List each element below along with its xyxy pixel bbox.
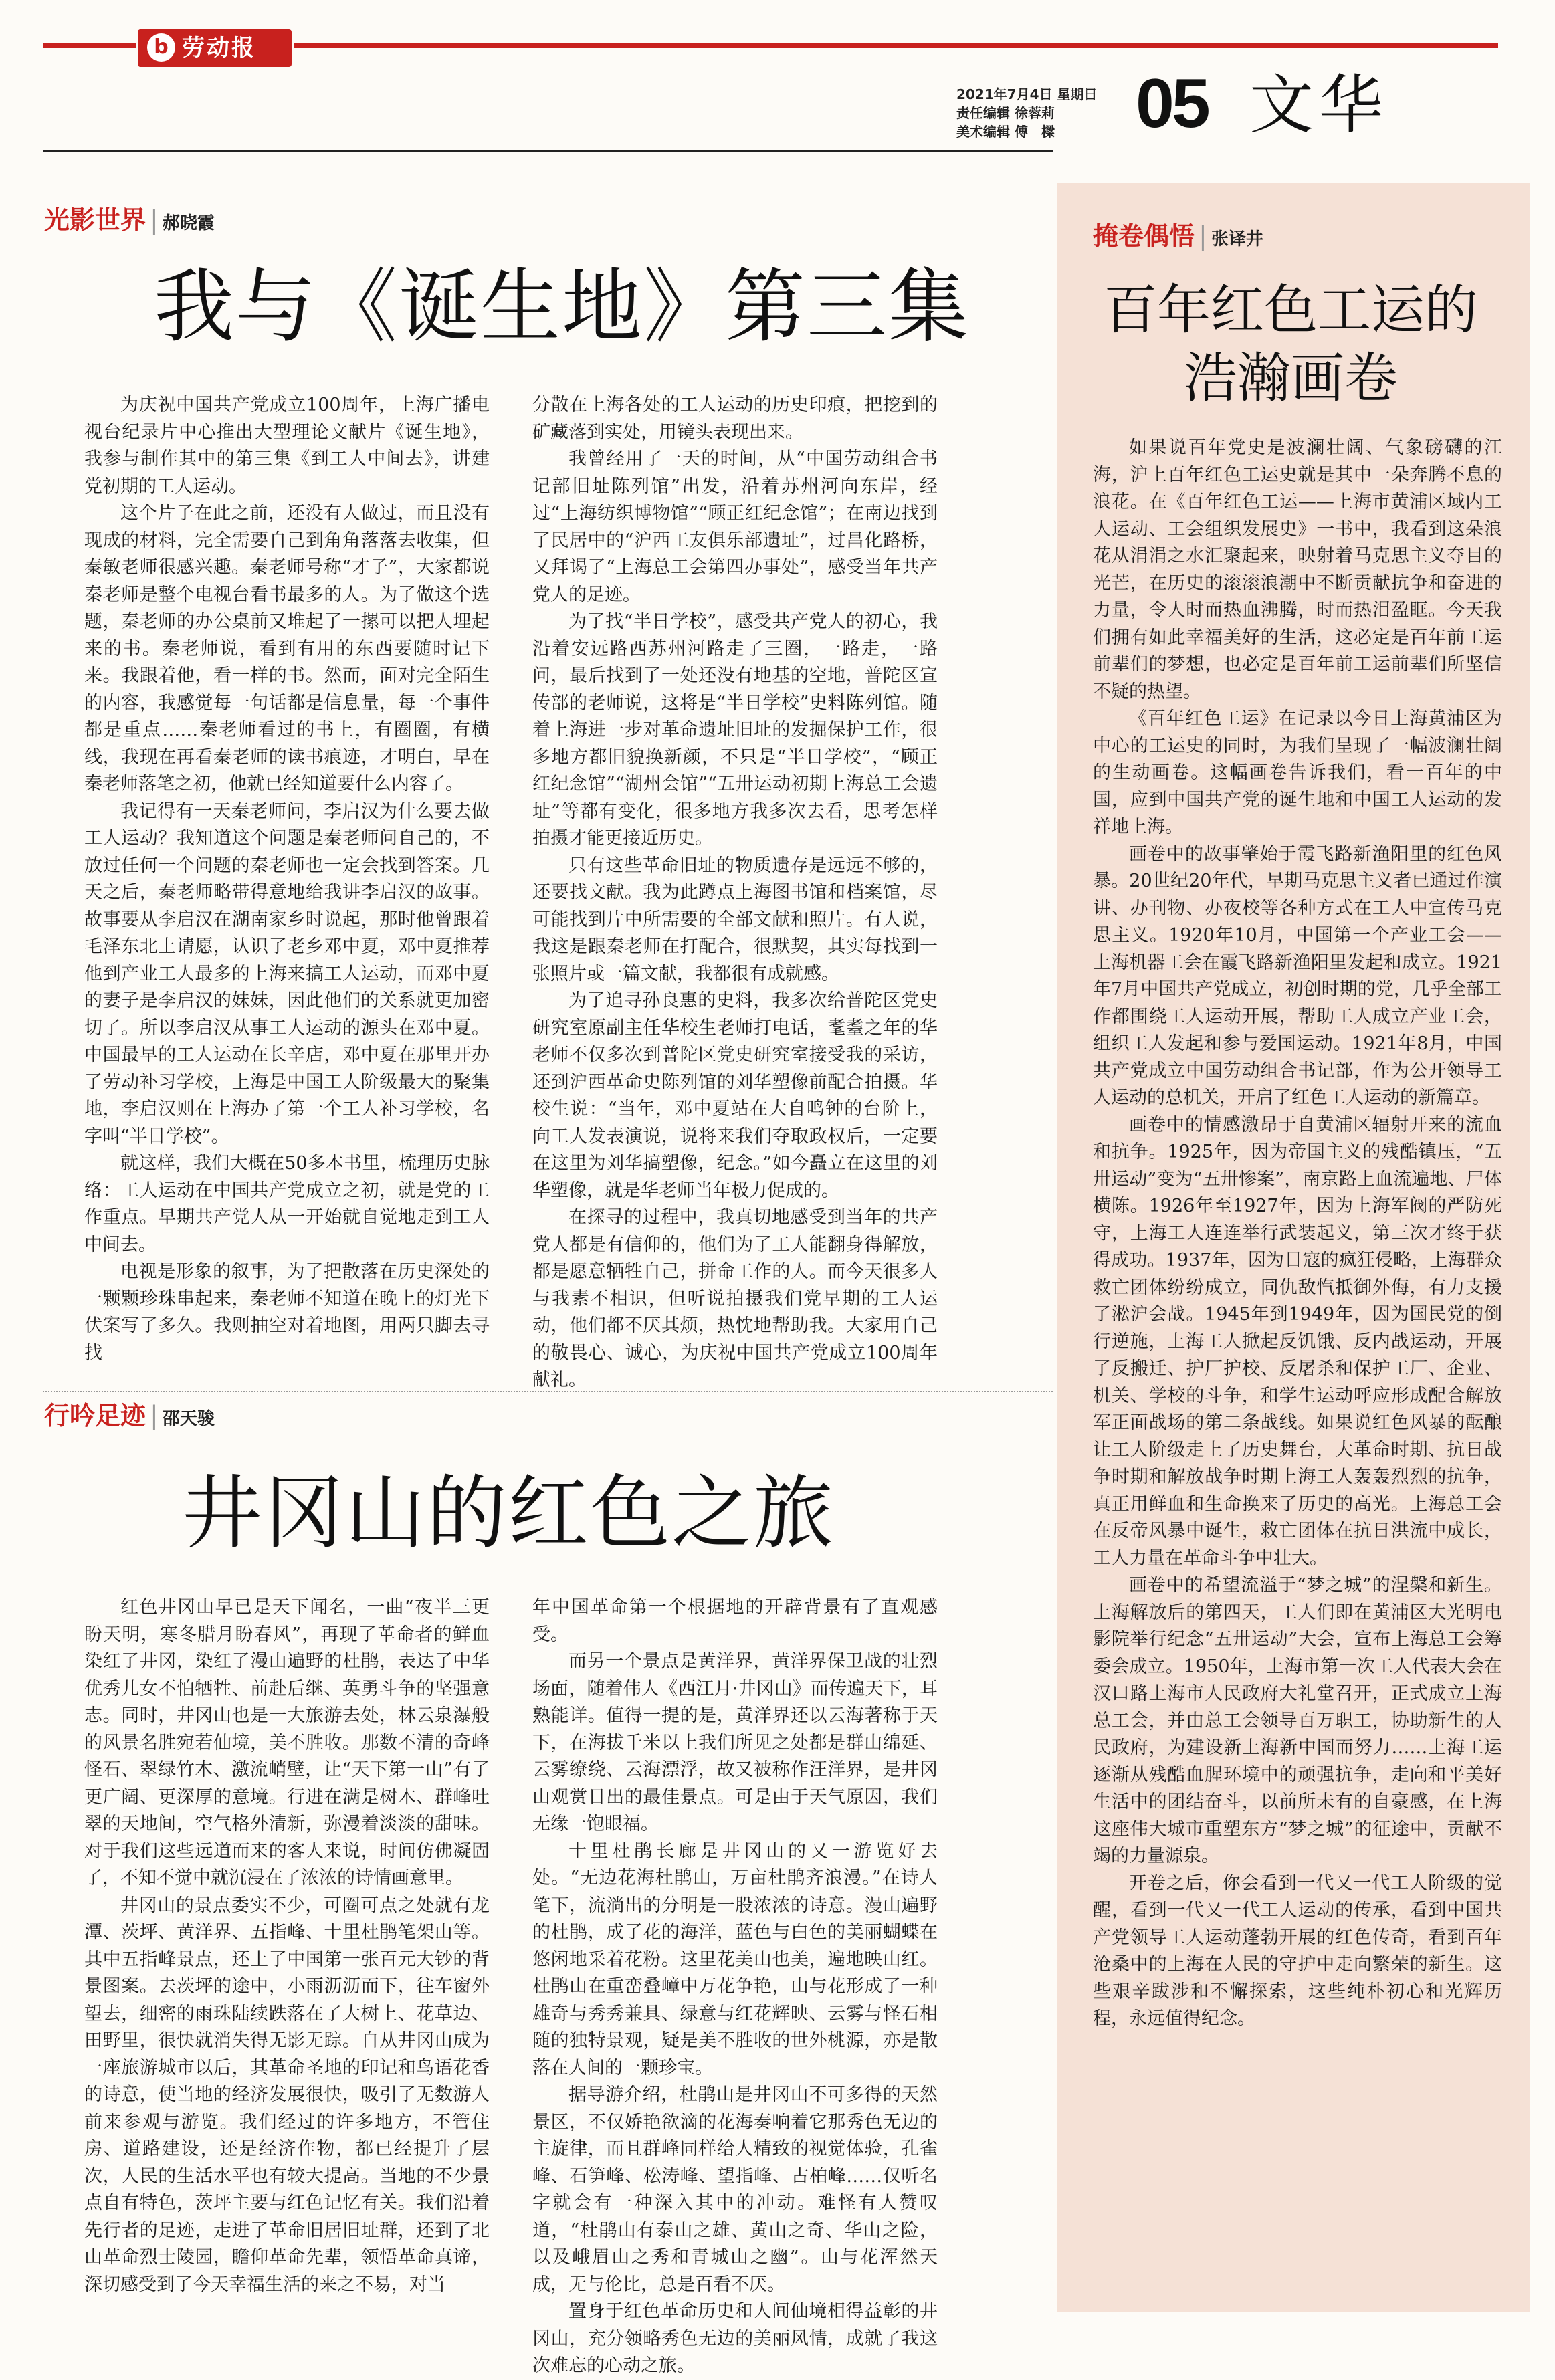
paragraph: 画卷中的故事肇始于霞飞路新渔阳里的红色风暴。20世纪20年代，早期马克思主义者已通过作演讲、办刊物、办夜校等各种方式在工人中宣传马克思主义。1920年10月，中国第一个产业工会——上海机器工会在霞飞路新渔阳里发起和成立。1921年7月中国共产党成立，初创时期的党，几乎全部工作都围绕工人运动开展，帮助工人成立产业工会，组织工人发起和参与爱国运动。1921年8月，中国共产党成立中国劳动组合书记部，作为公开领导工人运动的总机关，开启了红色工人运动的新篇章。 [1093, 843, 1502, 1108]
paragraph: 就这样，我们大概在50多本书里，梳理历史脉络：工人运动在中国共产党成立之初，就是党的工作重点。早期共产党人从一开始就自觉地走到工人中间去。 [84, 1153, 490, 1255]
article1-title: 我与《诞生地》第三集 [154, 261, 970, 354]
article3-title-line2: 浩瀚画卷 [1184, 347, 1398, 409]
date-line: 2021年7月4日 星期日 [956, 86, 1098, 102]
article-divider [43, 1391, 1053, 1392]
paragraph: 年中国革命第一个根据地的开辟背景有了直观感受。 [532, 1597, 938, 1645]
article2-author: 邵天骏 [162, 1409, 215, 1429]
masthead-bar-right [294, 43, 1498, 48]
tag-separator: | [150, 205, 159, 235]
article3-column-name: 掩卷偶悟 [1093, 221, 1195, 251]
paragraph: 为了找“半日学校”，感受共产党人的初心，我沿着安远路西苏州河路走了三圈，一路走，一路问，最后找到了一处还没有地基的空地，普陀区宣传部的老师说，这将是“半日学校”史料陈列馆。随着上海进一步对革命遗址旧址的发掘保护工作，很多地方都旧貌换新颜，不只是“半日学校”，“顾正红纪念馆”“湖州会馆”“五卅运动初期上海总工会遗址”等都有变化，很多地方我多次去看，思考怎样拍摄才能更接近历史。 [532, 611, 938, 849]
paragraph: 画卷中的希望流溢于“梦之城”的涅槃和新生。上海解放后的第四天，工人们即在黄浦区大光明电影院举行纪念“五卅运动”大会，宣布上海总工会筹委会成立。1950年，上海市第一次工人代表大会在汉口路上海市人民政府大礼堂召开，正式成立上海总工会，并由总工会领导百万职工，协助新生的人民政府，为建设新上海新中国而努力……上海工运逐渐从残酷血腥环境中的顽强抗争，走向和平美好生活中的团结奋斗，以前所未有的自豪感，在上海这座伟大城市重塑东方“梦之城”的征途中，贡献不竭的力量源泉。 [1093, 1575, 1502, 1866]
paragraph: 置身于红色革命历史和人间仙境相得益彰的井冈山，充分领略秀色无边的美丽风情，成就了我这次难忘的心动之旅。 [532, 2301, 938, 2376]
paragraph: 分散在上海各处的工人运动的历史印痕，把挖到的矿藏落到实处，用镜头表现出来。 [532, 395, 938, 443]
article3-body-col1 [1093, 435, 1502, 2294]
article3-column-tag [1093, 221, 1263, 255]
article1-author: 郝晓霞 [162, 213, 215, 233]
paragraph: 开卷之后，你会看到一代又一代工人阶级的觉醒，看到一代又一代工人运动的传承，看到中国共产党领导工人运动蓬勃开展的红色传奇，看到百年沧桑中的上海在人民的守护中走向繁荣的新生。这些艰辛跋涉和不懈探索，这些纯朴初心和光辉历程，永远值得纪念。 [1093, 1872, 1502, 2029]
editor-line: 责任编辑 徐蓉莉 [956, 105, 1055, 121]
article3-author: 张译井 [1211, 229, 1263, 249]
paragraph: 电视是形象的叙事，为了把散落在历史深处的一颗颗珍珠串起来，秦老师不知道在晚上的灯光下伏案写了多久。我则抽空对着地图，用两只脚去寻找 [84, 1261, 490, 1364]
tag-separator: | [150, 1401, 159, 1430]
paragraph: 据导游介绍，杜鹃山是井冈山不可多得的天然景区，不仅娇艳欲滴的花海奏响着它那秀色无边的主旋律，而且群峰同样给人精致的视觉体验，孔雀峰、石笋峰、松涛峰、望指峰、古柏峰……仅听名字就会有一种深入其中的冲动。难怪有人赞叹道，“杜鹃山有泰山之雄、黄山之奇、华山之险，以及峨眉山之秀和青城山之幽”。山与花浑然天成，无与伦比，总是百看不厌。 [532, 2084, 938, 2295]
paragraph: 我记得有一天秦老师问，李启汉为什么要去做工人运动？我知道这个问题是秦老师问自己的，不放过任何一个问题的秦老师也一定会找到答案。几天之后，秦老师略带得意地给我讲李启汉的故事。故事要从李启汉在湖南家乡时说起，那时他曾跟着毛泽东北上请愿，认识了老乡邓中夏，邓中夏推荐他到产业工人最多的上海来搞工人运动，而邓中夏的妻子是李启汉的妹妹，因此他们的关系就更加密切了。所以李启汉从事工人运动的源头在邓中夏。中国最早的工人运动在长辛店，邓中夏在那里开办了劳动补习学校，上海是中国工人阶级最大的聚集地，李启汉则在上海办了第一个工人补习学校，名字叫“半日学校”。 [84, 800, 490, 1147]
paragraph: 画卷中的情感激昂于自黄浦区辐射开来的流血和抗争。1925年，因为帝国主义的残酷镇压，“五卅运动”变为“五卅惨案”，南京路上血流遍地、尸体横陈。1926年至1927年，因为上海军阀的严防死守，上海工人连连举行武装起义，第三次才终于获得成功。1937年，因为日寇的疯狂侵略，上海群众救亡团体纷纷成立，同仇敌忾抵御外侮，有力支援了淞沪会战。1945年到1949年，因为国民党的倒行逆施，上海工人掀起反饥饿、反内战运动，开展了反搬迁、护厂护校、反屠杀和保护工厂、企业、机关、学校的斗争，和学生运动呼应形成配合解放军正面战场的第二条战线。如果说红色风暴的酝酿让工人阶级走上了历史舞台，大革命时期、抗日战争时期和解放战争时期上海工人轰轰烈烈的抗争，真正用鲜血和生命换来了历史的高光。上海总工会在反帝风暴中诞生，救亡团体在抗日洪流中成长，工人力量在革命斗争中壮大。 [1093, 1114, 1502, 1569]
logo-text: 劳动报 [182, 35, 256, 62]
masthead-bar-left [43, 43, 136, 48]
article1-column-name: 光影世界 [44, 205, 146, 235]
paragraph: 为庆祝中国共产党成立100周年，上海广播电视台纪录片中心推出大型理论文献片《诞生地》，我参与制作其中的第三集《到工人中间去》，讲建党初期的工人运动。 [84, 395, 490, 497]
article2-column-name: 行吟足迹 [44, 1400, 146, 1430]
article2-body-col1 [84, 1594, 490, 2310]
header-rule [43, 150, 1053, 152]
paragraph: 红色井冈山早已是天下闻名，一曲“夜半三更盼天明，寒冬腊月盼春风”，再现了革命者的鲜血染红了井冈，染红了漫山遍野的杜鹃，表达了中华优秀儿女不怕牺牲、前赴后继、英勇斗争的坚强意志。同时，井冈山也是一大旅游去处，林云泉瀑般的风景名胜宛若仙境，美不胜收。那数不清的奇峰怪石、翠绿竹木、激流峭壁，让“天下第一山”有了更广阔、更深厚的意境。行进在满是树木、群峰吐翠的天地间，空气格外清新，弥漫着淡淡的甜味。对于我们这些远道而来的客人来说，时间仿佛凝固了，不知不觉中就沉浸在了浓浓的诗情画意里。 [84, 1597, 490, 1888]
newspaper-logo [138, 29, 292, 67]
tag-separator: | [1199, 221, 1207, 251]
article2-title: 井冈山的红色之旅 [182, 1467, 835, 1560]
paragraph: 在探寻的过程中，我真切地感受到当年的共产党人都是有信仰的，他们为了工人能翻身得解放，都是愿意牺牲自己，拼命工作的人。而今天很多人与我素不相识，但听说拍摄我们党早期的工人运动，他们都不厌其烦，热忱地帮助我。大家用自己的敬畏心、诚心，为庆祝中国共产党成立100周年献礼。 [532, 1207, 938, 1390]
paragraph: 《百年红色工运》在记录以今日上海黄浦区为中心的工运史的同时，为我们呈现了一幅波澜壮阔的生动画卷。这幅画卷告诉我们，看一百年的中国，应到中国共产党的诞生地和中国工人运动的发祥地上海。 [1093, 708, 1502, 837]
article1-body-col2 [532, 392, 938, 1390]
logo-mark: b [147, 33, 175, 62]
art-editor-line: 美术编辑 傅 樑 [956, 124, 1055, 140]
paragraph: 井冈山的景点委实不少，可圈可点之处就有龙潭、茨坪、黄洋界、五指峰、十里杜鹃笔架山等。其中五指峰景点，还上了中国第一张百元大钞的背景图案。去茨坪的途中，小雨沥沥而下，往车窗外望去，细密的雨珠陆续跌落在了大树上、花草边、田野里，很快就消失得无影无踪。自从井冈山成为一座旅游城市以后，其革命圣地的印记和鸟语花香的诗意，使当地的经济发展很快，吸引了无数游人前来参观与游览。我们经过的许多地方，不管住房、道路建设，还是经济作物，都已经提升了层次，人民的生活水平也有较大提高。当地的不少景点自有特色，茨坪主要与红色记忆有关。我们沿着先行者的足迹，走进了革命旧居旧址群，还到了北山革命烈士陵园，瞻仰革命先辈，领悟革命真谛，深切感受到了今天幸福生活的来之不易，对当 [84, 1895, 490, 2295]
paragraph: 我曾经用了一天的时间，从“中国劳动组合书记部旧址陈列馆”出发，沿着苏州河向东岸，经过“上海纺织博物馆”“顾正红纪念馆”；在南边找到了民居中的“沪西工友俱乐部遗址”，过昌化路桥，又拜谒了“上海总工会第四办事处”，感受当年共产党人的足迹。 [532, 449, 938, 605]
paragraph: 这个片子在此之前，还没有人做过，而且没有现成的材料，完全需要自己到角角落落去收集，但秦敏老师很感兴趣。秦老师号称“才子”，大家都说秦老师是整个电视台看书最多的人。为了做这个选题，秦老师的办公桌前又堆起了一摞可以把人埋起来的书。秦老师说，看到有用的东西要随时记下来。我跟着他，看一样的书。然而，面对完全陌生的内容，我感觉每一句话都是信息量，每一个事件都是重点……秦老师看过的书上，有圈圈，有横线，我现在再看秦老师的读书痕迹，才明白，早在秦老师落笔之初，他就已经知道要什么内容了。 [84, 503, 490, 794]
paragraph: 如果说百年党史是波澜壮阔、气象磅礴的江海，沪上百年红色工运史就是其中一朵奔腾不息的浪花。在《百年红色工运——上海市黄浦区域内工人运动、工会组织发展史》一书中，我看到这朵浪花从涓涓之水汇聚起来，映射着马克思主义夺目的光芒，在历史的滚滚浪潮中不断贡献抗争和奋进的力量，令人时而热血沸腾，时而热泪盈眶。今天我们拥有如此幸福美好的生活，这必定是百年前工运前辈们的梦想，也必定是百年前工运前辈们所坚信不疑的热望。 [1093, 437, 1502, 702]
article1-body-col1 [84, 392, 490, 1364]
paragraph: 而另一个景点是黄洋界，黄洋界保卫战的壮烈场面，随着伟人《西江月·井冈山》而传遍天下，耳熟能详。值得一提的是，黄洋界还以云海著称于天下，在海拔千米以上我们所见之处都是群山绵延、云雾缭绕、云海漂浮，故又被称作汪洋界，是井冈山观赏日出的最佳景点。可是由于天气原因，我们无缘一饱眼福。 [532, 1651, 938, 1834]
paragraph: 十里杜鹃长廊是井冈山的又一游览好去处。“无边花海杜鹃山，万亩杜鹃齐浪漫。”在诗人笔下，流淌出的分明是一股浓浓的诗意。漫山遍野的杜鹃，成了花的海洋，蓝色与白色的美丽蝴蝶在悠闲地采着花粉。这里花美山也美，遍地映山红。杜鹃山在重峦叠嶂中万花争艳，山与花形成了一种雄奇与秀秀兼具、绿意与红花辉映、云雾与怪石相随的独特景观，疑是美不胜收的世外桃源，亦是散落在人间的一颗珍宝。 [532, 1840, 938, 2078]
article2-column-tag [44, 1400, 215, 1434]
page-number: 05 [1136, 65, 1208, 142]
article3-title-line1: 百年红色工运的 [1104, 279, 1478, 341]
article1-column-tag [44, 205, 215, 239]
paragraph: 只有这些革命旧址的物质遗存是远远不够的，还要找文献。我为此蹲点上海图书馆和档案馆，尽可能找到片中所需要的全部文献和照片。有人说，我这是跟秦老师在打配合，很默契，其实每找到一张照片或一篇文献，我都很有成就感。 [532, 855, 938, 984]
article2-body-col2 [532, 1594, 938, 2376]
paragraph: 为了追寻孙良惠的史料，我多次给普陀区党史研究室原副主任华校生老师打电话，耄耋之年的华老师不仅多次到普陀区党史研究室接受我的采访，还到沪西革命史陈列馆的刘华塑像前配合拍摄。华校生说：“当年，邓中夏站在大自鸣钟的台阶上，向工人发表演说，说将来我们夺取政权后，一定要在这里为刘华搞塑像，纪念。”如今矗立在这里的刘华塑像，就是华老师当年极力促成的。 [532, 990, 938, 1201]
section-name: 文华 [1249, 68, 1388, 142]
